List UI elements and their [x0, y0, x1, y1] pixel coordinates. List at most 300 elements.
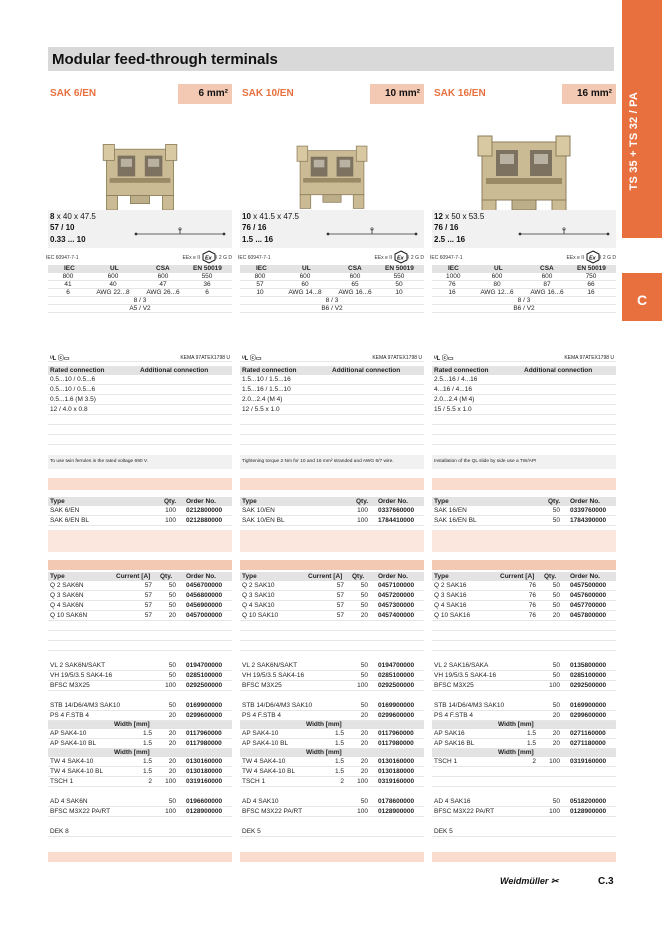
order-no-cell: 0117960000	[186, 730, 222, 737]
order-no-cell: 0299600000	[378, 712, 415, 719]
csa-value: AWG 26...6	[146, 289, 180, 296]
spacer	[432, 787, 616, 797]
order-no-cell: 0130160000	[378, 758, 415, 765]
order-row	[432, 506, 616, 516]
ul-csa-marks-icon: ᵁL ⓒ▭	[434, 356, 454, 362]
order-no-cell: 0319160000	[186, 778, 223, 785]
order-row	[48, 661, 232, 671]
order-row	[432, 701, 616, 711]
order-no-cell: 0299600000	[570, 712, 607, 719]
type-cell: AP SAK16	[434, 730, 465, 737]
connection-row	[432, 375, 616, 385]
col-iec: IEC	[448, 265, 459, 272]
en-value: 16	[587, 289, 595, 296]
type-cell: TW 4 SAK4-10 BL	[50, 768, 104, 775]
type-cell: VH 19/5/3.5 SAK4-16	[242, 672, 305, 679]
iec-value: 10	[256, 289, 264, 296]
qty-cell: 50	[168, 602, 176, 609]
csa-value: 87	[543, 281, 551, 288]
width-label: Width [mm]	[498, 749, 534, 756]
qty-cell: 20	[168, 730, 176, 737]
connection-header	[240, 366, 424, 375]
product-header	[432, 84, 616, 104]
separator-band	[432, 560, 616, 570]
dimensions	[434, 212, 484, 221]
type-cell: Q 3 SAK6N	[50, 592, 84, 599]
additional-connection-label: Additional connection	[524, 367, 593, 374]
type-cell: AP SAK4-10 BL	[242, 740, 289, 747]
order-row	[48, 807, 232, 817]
type-cell: Q 4 SAK6N	[50, 602, 84, 609]
en-value: 66	[587, 281, 595, 288]
type-header: Type	[434, 573, 449, 580]
value-cell: 1.5	[334, 730, 344, 737]
order-no-cell: 0212880000	[186, 517, 223, 524]
qty-cell: 50	[360, 702, 368, 709]
connection-row	[240, 375, 424, 385]
connection-value: 12 / 5.5 x 1.0	[242, 406, 280, 413]
order-no-cell: 0337660000	[378, 507, 415, 514]
type-cell: AP SAK4-10 BL	[50, 740, 97, 747]
page-number: C.3	[598, 876, 614, 887]
qty-cell: 100	[357, 808, 368, 815]
order-header	[240, 497, 424, 506]
order-row	[432, 516, 616, 526]
range-line: 2.5 ... 16	[434, 235, 466, 244]
type-cell: Q 3 SAK16	[434, 592, 467, 599]
rating-mid-value: B6 / V2	[321, 305, 343, 312]
order-no-cell: 0130180000	[378, 768, 415, 775]
type-cell: AD 4 SAK16	[434, 798, 471, 805]
order-row	[432, 671, 616, 681]
value-cell: 57	[144, 592, 152, 599]
order-no-cell: 0292500000	[378, 682, 415, 689]
marker-type: DEK 5	[434, 828, 453, 835]
dims-value: x 40 x 47.5	[56, 212, 96, 221]
iec-value: 41	[64, 281, 72, 288]
dims-lead: 12	[434, 212, 443, 221]
col-iec: IEC	[64, 265, 75, 272]
dims-value: x 50 x 53.5	[445, 212, 485, 221]
width-header	[48, 721, 232, 729]
qty-cell: 20	[360, 768, 368, 775]
connection-value: 2.5...16 / 4...16	[434, 376, 478, 383]
order-no-cell: 0457100000	[378, 582, 415, 589]
type-cell: Q 2 SAK10	[242, 582, 275, 589]
order-row	[48, 506, 232, 516]
order-no-cell: 0271180000	[570, 740, 606, 747]
order-no-cell: 0285100000	[186, 672, 223, 679]
empty-row	[432, 435, 616, 445]
qty-cell: 100	[357, 507, 368, 514]
connection-row	[240, 385, 424, 395]
spacer	[432, 691, 616, 701]
width-label: Width [mm]	[306, 749, 342, 756]
order-no-cell: 0518200000	[570, 798, 607, 805]
col-ul: UL	[494, 265, 503, 272]
current-header: Current [A]	[116, 573, 151, 580]
product-column	[240, 84, 424, 864]
separator-band	[240, 560, 424, 570]
empty-row	[432, 415, 616, 425]
qty-cell: 50	[360, 798, 368, 805]
empty-row	[240, 621, 424, 631]
type-cell: VH 19/5/3.5 SAK4-16	[434, 672, 497, 679]
current-header: Current [A]	[308, 573, 343, 580]
qty-cell: 100	[165, 517, 176, 524]
qty-cell: 20	[360, 612, 368, 619]
spacer	[48, 651, 232, 661]
rating-row	[240, 289, 424, 297]
ul-value: 60	[301, 281, 309, 288]
highlight-band	[240, 530, 424, 552]
order-table	[432, 497, 616, 526]
kema-certificate: KEMA 97ATEX1798 U	[372, 355, 422, 361]
marker-type: DEK 8	[50, 828, 69, 835]
order-row	[240, 777, 424, 787]
eex-label: EEx e II	[182, 255, 200, 261]
qty-cell: 20	[168, 758, 176, 765]
rating-mid-row	[48, 297, 232, 305]
type-cell: VL 2 SAK16/SAKA	[434, 662, 489, 669]
rating-row	[48, 281, 232, 289]
empty-row	[432, 425, 616, 435]
accessory-table	[240, 572, 424, 837]
value-cell: 1.5	[142, 740, 152, 747]
order-header	[432, 497, 616, 506]
qty-cell: 20	[168, 712, 176, 719]
type-cell: SAK 10/EN BL	[242, 517, 285, 524]
side-tab-letter: C	[622, 273, 662, 321]
csa-value: 47	[159, 281, 167, 288]
qty-cell: 50	[168, 702, 176, 709]
type-cell: Q 4 SAK16	[434, 602, 467, 609]
qty-cell: 20	[360, 758, 368, 765]
rating-mid-value: 8 / 3	[133, 297, 147, 304]
type-cell: AP SAK16 BL	[434, 740, 475, 747]
rating-mid-row	[240, 297, 424, 305]
qty-cell: 50	[168, 662, 176, 669]
order-no-cell: 0457400000	[378, 612, 415, 619]
connection-value: 2.0...2.4 (M 4)	[242, 396, 283, 403]
iec-value: 800	[254, 273, 266, 280]
order-no-cell: 0457200000	[378, 592, 415, 599]
order-no-cell: 0457700000	[570, 602, 607, 609]
qty-cell: 20	[360, 740, 368, 747]
qty-cell: 50	[360, 662, 368, 669]
order-row	[48, 729, 232, 739]
value-cell: 57	[144, 612, 152, 619]
en-value: 36	[203, 281, 211, 288]
terminal-symbol-icon	[134, 227, 226, 237]
order-no-cell: 0194700000	[186, 662, 223, 669]
rating-row	[240, 281, 424, 289]
order-no-cell: 0319160000	[378, 778, 415, 785]
type-cell: Q 10 SAK6N	[50, 612, 88, 619]
type-header: Type	[242, 498, 257, 505]
order-no-cell: 0128900000	[378, 808, 415, 815]
qty-cell: 50	[552, 507, 560, 514]
value-cell: 1.5	[142, 758, 152, 765]
width-header	[240, 721, 424, 729]
empty-row	[48, 621, 232, 631]
atex-category: II 2 G D	[214, 255, 232, 261]
col-ul: UL	[110, 265, 119, 272]
csa-value: 65	[351, 281, 359, 288]
order-row	[240, 807, 424, 817]
connection-table	[432, 366, 616, 445]
connection-value: 1.5...16 / 1.5...10	[242, 386, 291, 393]
dimensions	[242, 212, 299, 221]
qty-cell: 20	[168, 768, 176, 775]
order-row	[48, 611, 232, 621]
marker-row	[432, 827, 616, 837]
svg-text:Ex: Ex	[589, 255, 596, 262]
value-cell: 57	[336, 582, 344, 589]
order-row	[432, 661, 616, 671]
rating-mid-row	[240, 305, 424, 313]
atex-category: II 2 G D	[598, 255, 616, 261]
qty-cell: 100	[165, 808, 176, 815]
iec-value: 16	[448, 289, 456, 296]
iec-value: 800	[62, 273, 74, 280]
col-en: EN 50019	[385, 265, 414, 272]
rating-row	[432, 281, 616, 289]
qty-cell: 20	[552, 612, 560, 619]
iec-value: 57	[256, 281, 264, 288]
rating-row	[240, 273, 424, 281]
marker-type: DEK 5	[242, 828, 261, 835]
ul-value: AWG 14...8	[288, 289, 322, 296]
order-row	[48, 797, 232, 807]
connection-value: 0.5...10 / 0.5...6	[50, 386, 96, 393]
qty-cell: 100	[549, 758, 560, 765]
connection-row	[432, 385, 616, 395]
dims-value: x 41.5 x 47.5	[253, 212, 299, 221]
rated-connection-label: Rated connection	[50, 367, 105, 374]
order-no-cell: 1784410000	[378, 517, 415, 524]
iec-standard: IEC 60947-7-1	[238, 255, 271, 261]
type-cell: SAK 16/EN BL	[434, 517, 477, 524]
type-cell: SAK 6/EN	[50, 507, 80, 514]
order-row	[432, 711, 616, 721]
order-no-cell: 0117980000	[186, 740, 222, 747]
ul-value: 600	[299, 273, 311, 280]
rating-row	[48, 273, 232, 281]
en-value: 50	[395, 281, 403, 288]
connection-value: 12 / 4.0 x 0.8	[50, 406, 88, 413]
empty-row	[48, 425, 232, 435]
kema-certificate: KEMA 97ATEX1798 U	[180, 355, 230, 361]
order-row	[48, 739, 232, 749]
type-cell: PS 4 F.STB 4	[50, 712, 90, 719]
type-cell: AP SAK4-10	[50, 730, 87, 737]
qty-cell: 100	[357, 682, 368, 689]
value-cell: 57	[336, 592, 344, 599]
cross-section: 6 mm²	[178, 84, 232, 104]
qty-cell: 50	[552, 672, 560, 679]
type-cell: AD 4 SAK10	[242, 798, 279, 805]
cross-section: 10 mm²	[370, 84, 424, 104]
order-table	[48, 497, 232, 526]
order-no-cell: 0178600000	[378, 798, 415, 805]
type-header: Type	[434, 498, 449, 505]
order-no-cell: 0457600000	[570, 592, 607, 599]
type-cell: Q 10 SAK16	[434, 612, 471, 619]
order-row	[432, 591, 616, 601]
rating-line: 76 / 16	[434, 223, 459, 232]
type-cell: PS 4 F.STB 4	[434, 712, 474, 719]
rating-table	[432, 265, 616, 313]
order-no-cell: 0130180000	[186, 768, 223, 775]
qty-cell: 100	[357, 778, 368, 785]
rating-row	[48, 289, 232, 297]
iec-standard: IEC 60947-7-1	[430, 255, 463, 261]
order-row	[240, 591, 424, 601]
width-header	[240, 749, 424, 757]
accessory-header	[48, 572, 232, 581]
en-value: 10	[395, 289, 403, 296]
terminal-symbol-icon	[326, 227, 418, 237]
accessory-table	[48, 572, 232, 837]
value-cell: 76	[528, 612, 536, 619]
rated-connection-label: Rated connection	[242, 367, 297, 374]
order-no-cell: 0128900000	[570, 808, 607, 815]
qty-header: Qty.	[352, 573, 365, 580]
value-cell: 1.5	[142, 768, 152, 775]
value-cell: 1.5	[334, 740, 344, 747]
ul-value: 600	[107, 273, 119, 280]
col-csa: CSA	[156, 265, 170, 272]
connection-value: 0.5...10 / 0.5...6	[50, 376, 96, 383]
value-cell: 1.5	[334, 758, 344, 765]
col-en: EN 50019	[577, 265, 606, 272]
value-cell: 2	[148, 778, 152, 785]
order-no-cell: 0196600000	[186, 798, 223, 805]
connection-row	[240, 395, 424, 405]
rating-line: 76 / 16	[242, 223, 267, 232]
ul-value: AWG 12...6	[480, 289, 514, 296]
col-csa: CSA	[540, 265, 554, 272]
connection-row	[432, 395, 616, 405]
csa-value: 600	[541, 273, 553, 280]
qty-cell: 50	[552, 582, 560, 589]
order-no-header: Order No.	[378, 498, 408, 505]
spacer	[240, 651, 424, 661]
order-no-cell: 0117960000	[378, 730, 414, 737]
qty-cell: 20	[552, 730, 560, 737]
dimensions	[50, 212, 96, 221]
order-no-cell: 0457000000	[186, 612, 223, 619]
order-row	[240, 601, 424, 611]
type-cell: BFSC M3X22 PA/RT	[434, 808, 495, 815]
type-cell: BFSC M3X25	[242, 682, 282, 689]
rating-mid-value: A5 / V2	[129, 305, 151, 312]
separator-band	[48, 478, 232, 490]
order-no-cell: 0130160000	[186, 758, 223, 765]
empty-row	[48, 435, 232, 445]
eex-label: EEx e II	[566, 255, 584, 261]
qty-header: Qty.	[548, 498, 561, 505]
rating-row	[432, 273, 616, 281]
connection-header	[432, 366, 616, 375]
order-row	[48, 777, 232, 787]
order-no-cell: 0169900000	[186, 702, 223, 709]
value-cell: 76	[528, 592, 536, 599]
ul-value: 600	[491, 273, 503, 280]
connection-header	[48, 366, 232, 375]
brand-logo	[500, 876, 558, 887]
rating-mid-value: 8 / 3	[325, 297, 339, 304]
order-no-cell: 0457800000	[570, 612, 607, 619]
ul-value: AWG 22...8	[96, 289, 130, 296]
order-no-cell: 0457500000	[570, 582, 607, 589]
spacer	[48, 691, 232, 701]
order-row	[240, 767, 424, 777]
order-row	[48, 581, 232, 591]
rating-header	[432, 265, 616, 273]
dims-lead: 10	[242, 212, 251, 221]
qty-header: Qty.	[164, 498, 177, 505]
atex-category: II 2 G D	[406, 255, 424, 261]
type-cell: AD 4 SAK6N	[50, 798, 88, 805]
empty-row	[240, 631, 424, 641]
order-row	[432, 757, 616, 767]
order-no-cell: 0299600000	[186, 712, 223, 719]
note-text: Installation of the QL slide by side use a TW/AP!	[432, 455, 616, 469]
eex-label: EEx e II	[374, 255, 392, 261]
value-cell: 1.5	[526, 740, 536, 747]
qty-cell: 50	[360, 592, 368, 599]
spacer	[240, 787, 424, 797]
separator-band	[240, 852, 424, 862]
highlight-band	[48, 530, 232, 552]
approval-row	[48, 352, 232, 362]
width-header	[48, 749, 232, 757]
rated-connection-label: Rated connection	[434, 367, 489, 374]
order-no-header: Order No.	[378, 573, 408, 580]
qty-cell: 20	[552, 740, 560, 747]
width-label: Width [mm]	[306, 721, 342, 728]
order-no-cell: 0456800000	[186, 592, 223, 599]
type-cell: SAK 10/EN	[242, 507, 275, 514]
value-cell: 76	[528, 602, 536, 609]
connection-value: 0.5...1.6 (M 3.5)	[50, 396, 96, 403]
rating-table	[48, 265, 232, 313]
spacer	[48, 787, 232, 797]
side-tab-rail	[622, 0, 662, 238]
connection-table	[48, 366, 232, 445]
type-cell: STB 14/D6/4/M3 SAK10	[434, 702, 505, 709]
csa-value: AWG 16...6	[338, 289, 372, 296]
width-label: Width [mm]	[114, 721, 150, 728]
highlight-band	[432, 530, 616, 552]
range-line: 0.33 ... 10	[50, 235, 86, 244]
product-column	[432, 84, 616, 864]
type-cell: TSCH 1	[50, 778, 74, 785]
product-name: SAK 6/EN	[50, 88, 97, 99]
empty-row	[48, 641, 232, 651]
order-row	[48, 681, 232, 691]
order-table	[240, 497, 424, 526]
order-no-cell: 0117980000	[378, 740, 414, 747]
type-header: Type	[50, 498, 65, 505]
order-row	[48, 757, 232, 767]
value-cell: 57	[336, 612, 344, 619]
connection-value: 1.5...10 / 1.5...16	[242, 376, 291, 383]
width-label: Width [mm]	[498, 721, 534, 728]
type-cell: Q 3 SAK10	[242, 592, 275, 599]
